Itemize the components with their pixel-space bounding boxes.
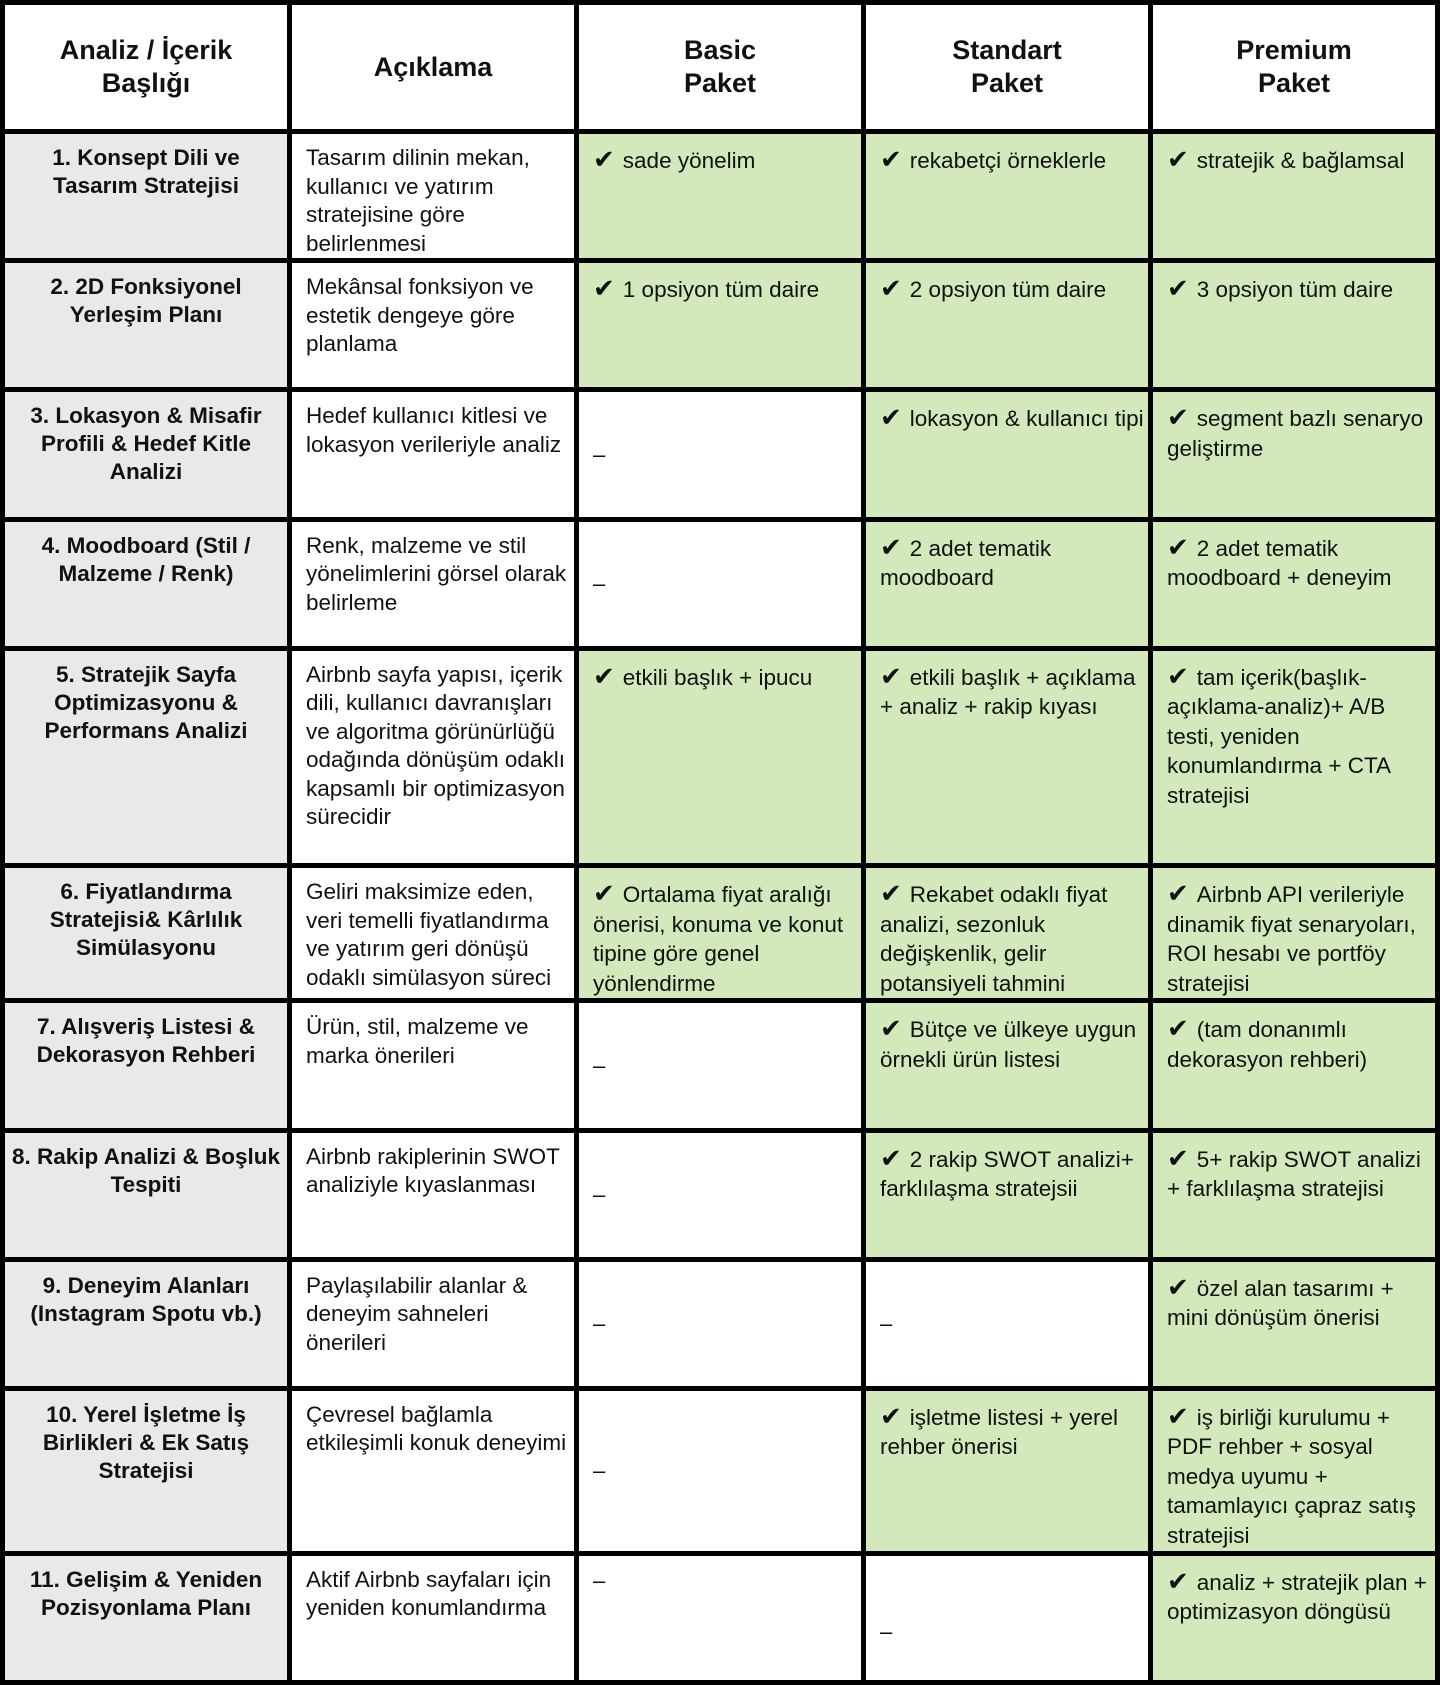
not-included-dash: –	[880, 1311, 893, 1337]
check-icon: ✔	[880, 1143, 902, 1174]
premium-package-text: iş birliği kurulumu + PDF rehber + sosyal medya uyumu + tamamlayıcı çapraz satış stratejisi	[1167, 1404, 1416, 1548]
standard-package-cell	[866, 1133, 1148, 1257]
row-description: Aktif Airbnb sayfaları için yeniden konumlandırma	[292, 1556, 574, 1680]
row-title: 10. Yerel İşletme İş Birlikleri & Ek Satış Stratejisi	[5, 1391, 287, 1551]
not-included-dash: –	[593, 441, 606, 467]
premium-package-cell	[1153, 868, 1435, 998]
check-icon: ✔	[593, 274, 615, 305]
basic-package-cell	[579, 134, 861, 258]
premium-package-cell	[1153, 1556, 1435, 1680]
check-icon: ✔	[1167, 1014, 1189, 1045]
check-icon: ✔	[880, 532, 902, 563]
table-row	[5, 868, 1435, 998]
basic-package-cell	[579, 392, 861, 516]
table-row	[5, 1133, 1435, 1257]
premium-package-cell	[1153, 1391, 1435, 1551]
header-row	[5, 5, 1435, 129]
basic-package-text: 1 opsiyon tüm daire	[622, 277, 820, 303]
row-title: 3. Lokasyon & Misafir Profili & Hedef Kitle Analizi	[5, 392, 287, 516]
row-description: Paylaşılabilir alanlar & deneyim sahneleri önerileri	[292, 1262, 574, 1386]
table-row	[5, 134, 1435, 258]
row-title: 5. Stratejik Sayfa Optimizasyonu & Performans Analizi	[5, 651, 287, 863]
header-title-line2: Başlığı	[101, 68, 191, 98]
check-icon: ✔	[1167, 1143, 1189, 1174]
not-included-dash: –	[593, 1567, 606, 1593]
basic-package-text: sade yönelim	[622, 148, 756, 173]
premium-package-text: segment bazlı senaryo geliştirme	[1167, 406, 1424, 461]
check-icon: ✔	[880, 879, 902, 910]
header-basic-package: Basic Paket	[579, 5, 861, 129]
check-icon: ✔	[880, 403, 902, 434]
check-icon: ✔	[593, 145, 615, 175]
basic-package-cell	[579, 1003, 861, 1127]
check-icon: ✔	[880, 274, 902, 305]
basic-package-cell	[579, 1556, 861, 1680]
premium-package-text: stratejik & bağlamsal	[1196, 148, 1405, 173]
standard-package-cell	[866, 868, 1148, 998]
premium-package-text: 2 adet tematik moodboard + deneyim	[1167, 535, 1392, 591]
premium-package-cell	[1153, 1003, 1435, 1127]
check-icon: ✔	[1167, 274, 1189, 305]
row-description: Renk, malzeme ve stil yönelimlerini görsel olarak belirleme	[292, 522, 574, 646]
check-icon: ✔	[1167, 1272, 1189, 1303]
row-title: 11. Gelişim & Yeniden Pozisyonlama Planı	[5, 1556, 287, 1680]
check-icon: ✔	[880, 1401, 902, 1432]
premium-package-text: analiz + stratejik plan + optimizasyon döngüsü	[1167, 1569, 1427, 1625]
standard-package-text: 2 rakip SWOT analizi+ farklılaşma stratejsii	[880, 1146, 1134, 1202]
check-icon: ✔	[1167, 145, 1189, 175]
premium-package-cell	[1153, 134, 1435, 258]
basic-package-cell	[579, 1133, 861, 1257]
not-included-dash: –	[593, 1181, 606, 1207]
row-description: Mekânsal fonksiyon ve estetik dengeye göre planlama	[292, 263, 574, 387]
standard-package-text: 2 opsiyon tüm daire	[909, 277, 1107, 303]
table-row	[5, 263, 1435, 387]
check-icon: ✔	[1167, 661, 1189, 692]
premium-package-cell	[1153, 392, 1435, 516]
standard-package-cell	[866, 1556, 1148, 1680]
standard-package-text: etkili başlık + açıklama + analiz + rakip kıyası	[880, 664, 1136, 720]
row-description: Airbnb rakiplerinin SWOT analiziyle kıyaslanması	[292, 1133, 574, 1257]
standard-package-text: Bütçe ve ülkeye uygun örnekli ürün listesi	[880, 1017, 1137, 1072]
not-included-dash: –	[593, 570, 606, 596]
standard-package-cell	[866, 263, 1148, 387]
not-included-dash: –	[593, 1052, 606, 1078]
check-icon: ✔	[1167, 1566, 1189, 1597]
standard-package-cell	[866, 522, 1148, 646]
table-row	[5, 1003, 1435, 1127]
premium-package-text: Airbnb API verileriyle dinamik fiyat senaryoları, ROI hesabı ve portföy stratejisi	[1167, 882, 1416, 996]
basic-package-text: Ortalama fiyat aralığı önerisi, konuma ve konut tipine göre genel yönlendirme	[593, 882, 844, 996]
standard-package-cell	[866, 1262, 1148, 1386]
table-row	[5, 1262, 1435, 1386]
row-description: Tasarım dilinin mekan, kullanıcı ve yatırım stratejisine göre belirlenmesi	[292, 134, 574, 258]
premium-package-cell	[1153, 263, 1435, 387]
check-icon: ✔	[1167, 532, 1189, 563]
premium-package-text: tam içerik(başlık-açıklama-analiz)+ A/B testi, yeniden konumlandırma + CTA stratejisi	[1167, 664, 1390, 808]
header-description-column: Açıklama	[292, 5, 574, 129]
header-standard-package: Standart Paket	[866, 5, 1148, 129]
premium-package-cell	[1153, 651, 1435, 863]
standard-package-cell	[866, 1391, 1148, 1551]
header-premium-package: Premium Paket	[1153, 5, 1435, 129]
table-row	[5, 392, 1435, 516]
standard-package-text: Rekabet odaklı fiyat analizi, sezonluk değişkenlik, gelir potansiyeli tahmini	[880, 882, 1108, 996]
standard-package-cell	[866, 134, 1148, 258]
premium-package-cell	[1153, 522, 1435, 646]
premium-package-cell	[1153, 1262, 1435, 1386]
premium-package-text: 3 opsiyon tüm daire	[1196, 277, 1394, 303]
table-row	[5, 651, 1435, 863]
row-description: Çevresel bağlamla etkileşimli konuk deneyimi	[292, 1391, 574, 1551]
row-title: 7. Alışveriş Listesi & Dekorasyon Rehberi	[5, 1003, 287, 1127]
standard-package-cell	[866, 651, 1148, 863]
check-icon: ✔	[593, 879, 615, 910]
row-description: Hedef kullanıcı kitlesi ve lokasyon verileriyle analiz	[292, 392, 574, 516]
check-icon: ✔	[880, 145, 902, 175]
premium-package-text: (tam donanımlı dekorasyon rehberi)	[1167, 1017, 1368, 1072]
not-included-dash: –	[593, 1311, 606, 1337]
basic-package-cell	[579, 263, 861, 387]
standard-package-text: 2 adet tematik moodboard	[880, 535, 1052, 591]
check-icon: ✔	[593, 661, 615, 692]
basic-package-cell	[579, 1391, 861, 1551]
row-description: Airbnb sayfa yapısı, içerik dili, kullanıcı davranışları ve algoritma görünürlüğü odağında dönüşüm odaklı kapsamlı bir optimizasyon sürecidir	[292, 651, 574, 863]
row-title: 9. Deneyim Alanları (Instagram Spotu vb.)	[5, 1262, 287, 1386]
standard-package-cell	[866, 1003, 1148, 1127]
check-icon: ✔	[1167, 403, 1189, 434]
table-row	[5, 1556, 1435, 1680]
basic-package-cell	[579, 522, 861, 646]
row-title: 8. Rakip Analizi & Boşluk Tespiti	[5, 1133, 287, 1257]
row-title: 1. Konsept Dili ve Tasarım Stratejisi	[5, 134, 287, 258]
premium-package-text: 5+ rakip SWOT analizi + farklılaşma stratejisi	[1167, 1146, 1421, 1202]
table-row	[5, 522, 1435, 646]
premium-package-cell	[1153, 1133, 1435, 1257]
not-included-dash: –	[880, 1619, 893, 1645]
check-icon: ✔	[880, 661, 902, 692]
not-included-dash: –	[593, 1458, 606, 1484]
standard-package-text: lokasyon & kullanıcı tipi	[909, 406, 1144, 432]
row-title: 2. 2D Fonksiyonel Yerleşim Planı	[5, 263, 287, 387]
basic-package-text: etkili başlık + ipucu	[622, 664, 813, 690]
standard-package-text: işletme listesi + yerel rehber önerisi	[880, 1404, 1118, 1460]
row-title: 4. Moodboard (Stil / Malzeme / Renk)	[5, 522, 287, 646]
header-title-column	[5, 5, 287, 129]
row-description: Ürün, stil, malzeme ve marka önerileri	[292, 1003, 574, 1127]
header-title-line1: Analiz / İçerik	[59, 35, 233, 65]
row-title: 6. Fiyatlandırma Stratejisi& Kârlılık Simülasyonu	[5, 868, 287, 998]
check-icon: ✔	[1167, 1401, 1189, 1432]
check-icon: ✔	[1167, 879, 1189, 910]
premium-package-text: özel alan tasarımı + mini dönüşüm önerisi	[1167, 1275, 1394, 1331]
table-row	[5, 1391, 1435, 1551]
standard-package-cell	[866, 392, 1148, 516]
standard-package-text: rekabetçi örneklerle	[909, 148, 1107, 173]
row-description: Geliri maksimize eden, veri temelli fiyatlandırma ve yatırım geri dönüşü odaklı simülasyon süreci	[292, 868, 574, 998]
basic-package-cell	[579, 868, 861, 998]
basic-package-cell	[579, 651, 861, 863]
basic-package-cell	[579, 1262, 861, 1386]
check-icon: ✔	[880, 1014, 902, 1045]
